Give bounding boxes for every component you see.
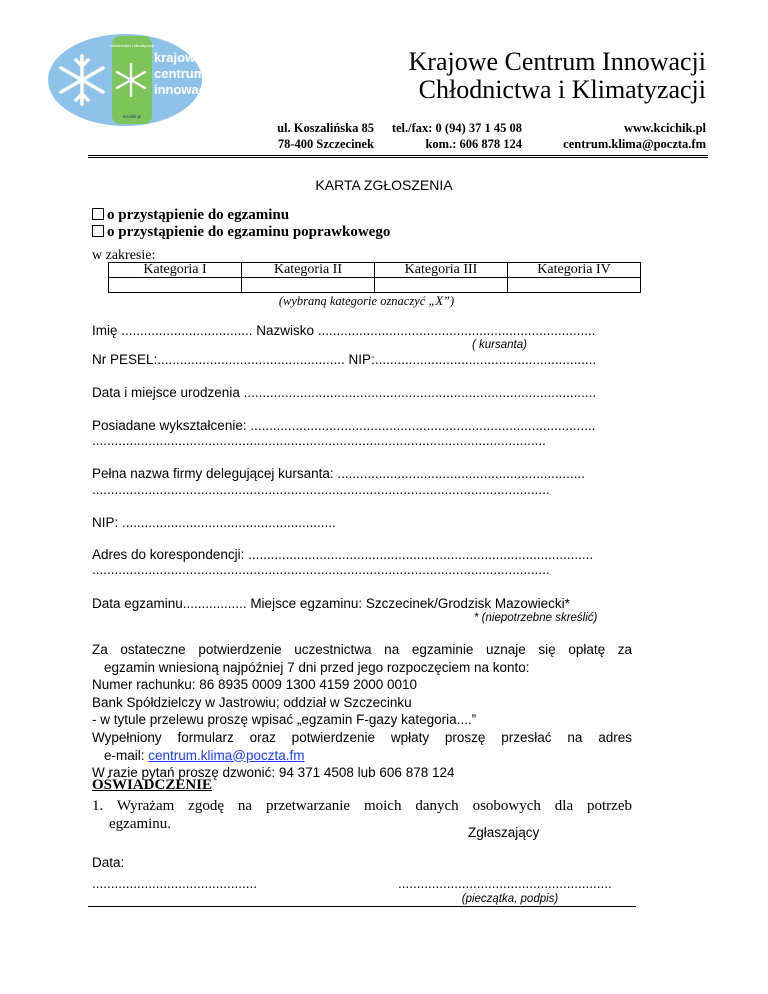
declaration-item-1 [92,797,632,833]
category-2-mark[interactable] [242,278,375,293]
logo-text-1: krajowe [154,50,203,65]
declaration-item-1-line1: 1. Wyrażam zgodę na przetwarzanie moich danych osobowych dla potrzeb [92,798,632,814]
transfer-title: - w tytule przelewu proszę wpisać „egzamin F-gazy kategoria....” [92,712,477,728]
logo-graphic [46,30,214,130]
address-field-continued[interactable]: .......................................................................................................................... [92,562,550,577]
logo-small-top: chłodnictwa i klimatyzacji [109,43,155,48]
date-field[interactable]: ............................................ [92,876,258,891]
signature-field[interactable]: ......................................................... [398,876,612,891]
category-1-header: Kategoria I [109,263,242,278]
declaration-item-1-line2: egzaminu. [109,816,172,832]
organization-name [380,48,706,104]
logo-text-3: innowacji [154,82,214,97]
birth-field[interactable]: Data i miejsce urodzenia .............................................................................................. [92,385,597,400]
address-block [262,120,374,152]
applicant-label: Zgłaszający [468,825,540,840]
contact-block [530,120,706,152]
choice-retake-exam[interactable] [92,223,390,241]
pesel-nip-field[interactable]: Nr PESEL:.................................................. NIP:........................................................... [92,352,597,367]
category-table [108,262,641,293]
questions-line: W razie pytań proszę dzwonić: 94 371 4508 lub 606 878 124 [92,765,455,781]
payment-line2: egzamin wniesioną najpóźniej 7 dni przed jego rozpoczęciem na konto: [104,659,530,675]
company-field-continued[interactable]: .......................................................................................................................... [92,482,550,497]
category-3-mark[interactable] [375,278,508,293]
category-4-header: Kategoria IV [508,263,641,278]
category-3-header: Kategoria III [375,263,508,278]
date-label: Data: [92,855,125,870]
email-label: e-mail: [104,747,149,763]
category-note: (wybraną kategorie oznaczyć „X”) [278,294,455,308]
exam-note: * (niepotrzebne skreślić) [474,612,598,624]
account-number: Numer rachunku: 86 8935 0009 1300 4159 2000 0010 [92,677,418,693]
payment-info [92,641,632,782]
name-field[interactable]: Imię ................................... Nazwisko .......................................................................... [92,323,596,338]
email-link[interactable]: centrum.klima@poczta.fm [148,747,305,763]
checkbox-retake-exam[interactable] [92,225,104,237]
address-field[interactable]: Adres do korespondencji: ............................................................................................ [92,547,594,562]
category-2-header: Kategoria II [242,263,375,278]
address-line2: 78-400 Szczecinek [277,137,374,151]
website: www.kcichik.pl [624,121,706,135]
logo-small-bottom: kcichik.pl [122,114,142,119]
send-instructions: Wypełniony formularz oraz potwierdzenie wpłaty proszę przesłać na adres [92,729,632,745]
exam-date-place-field[interactable]: Data egzaminu................. Miejsce egzaminu: Szczecinek/Grodzisk Mazowiecki* [92,596,570,611]
phone-line2: kom.: 606 878 124 [425,137,522,151]
company-field[interactable]: Pełna nazwa firmy delegującej kursanta: .................................................................. [92,466,585,481]
choice-exam-label: o przystąpienie do egzaminu [107,207,290,223]
email-line [92,747,632,765]
signature-note: (pieczątka, podpis) [461,893,559,905]
address-line1: ul. Koszalińska 85 [277,121,374,135]
bank-name: Bank Spółdzielczy w Jastrowiu; oddział w Szczecinku [92,694,412,710]
payment-line1: Za ostateczne potwierdzenie uczestnictwa na egzaminie uznaje się opłatę za [92,642,632,657]
phone-block [380,120,522,152]
bottom-divider [88,906,636,907]
nip-field[interactable]: NIP: ......................................................... [92,515,336,530]
scope-label: w zakresie: [92,248,156,263]
choice-exam[interactable] [92,206,289,224]
education-field-continued[interactable]: ......................................................................................................................... [92,433,546,448]
declaration-title: OŚWIADCZENIE [92,777,213,793]
education-field[interactable]: Posiadane wykształcenie: ............................................................................................ [92,418,596,433]
form-title: KARTA ZGŁOSZENIA [315,177,453,193]
organization-name-line1: Krajowe Centrum Innowacji [408,47,706,76]
phone-line1: tel./fax: 0 (94) 37 1 45 08 [391,121,522,135]
organization-name-line2: Chłodnictwa i Klimatyzacji [418,75,706,104]
category-1-mark[interactable] [109,278,242,293]
header-divider [88,155,708,158]
logo-text-2: centrum [154,66,206,81]
category-header-row [109,263,641,278]
checkbox-exam[interactable] [92,208,104,220]
category-4-mark[interactable] [508,278,641,293]
choice-retake-exam-label: o przystąpienie do egzaminu poprawkowego [107,224,391,240]
header-email: centrum.klima@poczta.fm [563,137,706,151]
category-mark-row [109,278,641,293]
logo [46,30,214,130]
kursant-note: ( kursanta) [472,339,527,351]
